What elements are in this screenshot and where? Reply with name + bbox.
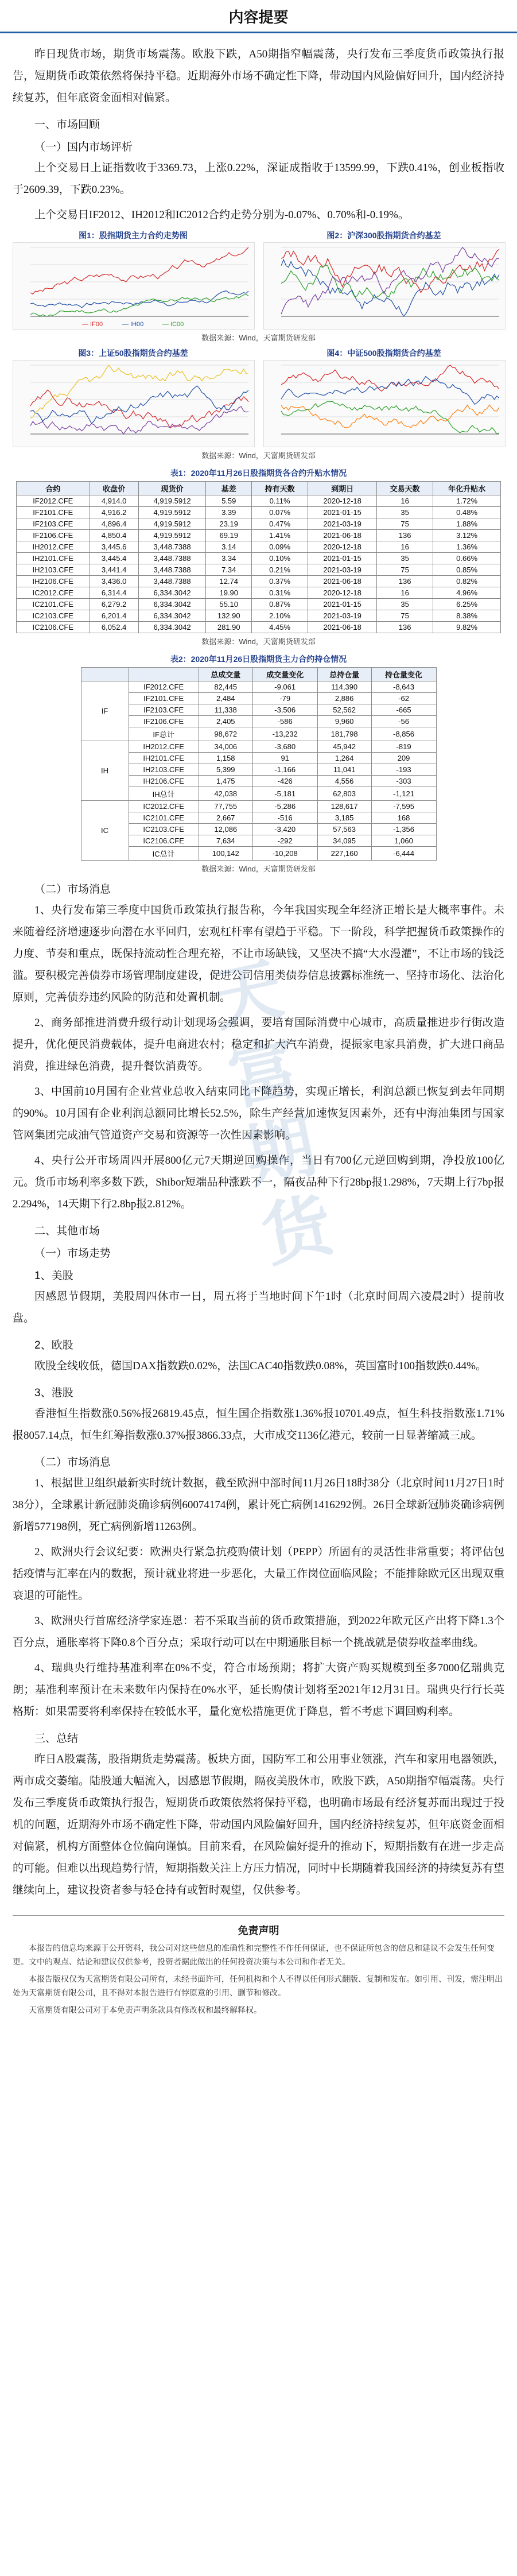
- table-cell: 0.09%: [252, 541, 308, 553]
- table-cell: -586: [252, 716, 317, 727]
- figure-row-1-source: 数据来源：Wind，天富期货研发部: [201, 334, 316, 342]
- table-cell: 3,448.7388: [138, 576, 206, 587]
- position-table-header-cell: 总成交量: [199, 668, 252, 681]
- basis-table-header-cell: 持有天数: [252, 482, 308, 495]
- table-cell: -7,595: [371, 801, 436, 812]
- table-cell: 4,919.5912: [138, 495, 206, 507]
- table-row: [17, 530, 501, 541]
- eu-market-paragraph: 欧股全线收低，德国DAX指数跌0.02%，法国CAC40指数跌0.08%，英国富时100指数跌0.44%。: [34, 1360, 487, 1372]
- news-paragraph-3: 3、中国前10月国有企业营业总收入结束同比下降趋势，实现正增长，利润总额已恢复到去年同期的90%。10月国有企业利润总额同比增长52.5%，除生产经营加速恢复因素外，还有中海油集团与国家管网集团完成油气管道资产交易和资源等一次性因素影响。: [13, 1086, 504, 1141]
- table-cell: IF2106.CFE: [17, 530, 90, 541]
- table-cell: 1,475: [199, 776, 252, 787]
- table-cell: 136: [377, 530, 433, 541]
- table-cell: -5,181: [252, 787, 317, 801]
- table-cell: 91: [252, 753, 317, 764]
- table-cell: 100,142: [199, 847, 252, 861]
- table-cell: 35: [377, 553, 433, 564]
- table-cell: 35: [377, 599, 433, 610]
- table-cell: IC2106.CFE: [17, 622, 90, 633]
- table-cell: 2,667: [199, 812, 252, 824]
- table-row: [81, 681, 436, 693]
- basis-table-header-cell: 现货价: [138, 482, 206, 495]
- figure-3-series-line: [30, 365, 248, 419]
- table-cell: 4.96%: [433, 587, 501, 599]
- position-table-header-cell: 持仓量变化: [371, 668, 436, 681]
- position-table-header-cell: 总持仓量: [317, 668, 371, 681]
- table-cell: 4,919.5912: [138, 507, 206, 518]
- table-cell: 52,562: [317, 704, 371, 716]
- table-cell: 69.19: [206, 530, 252, 541]
- table-cell: IH2106.CFE: [129, 776, 199, 787]
- table-cell: -1,121: [371, 787, 436, 801]
- table-cell: 3,448.7388: [138, 553, 206, 564]
- table-cell: 0.07%: [252, 507, 308, 518]
- table-cell: 5,399: [199, 764, 252, 776]
- figure-row-2-source: 数据来源：Wind，天富期货研发部: [201, 451, 316, 460]
- table-cell: -193: [371, 764, 436, 776]
- table-cell: 136: [377, 576, 433, 587]
- table-cell: 42,038: [199, 787, 252, 801]
- table-cell: -13,232: [252, 727, 317, 741]
- table-cell: 4,916.2: [90, 507, 138, 518]
- figure-4-title: 图4：中证500股指期货合约基差: [326, 348, 441, 358]
- table-cell: 2,405: [199, 716, 252, 727]
- table-cell: IF2101.CFE: [17, 507, 90, 518]
- table-cell: 2,886: [317, 693, 371, 704]
- table-cell: 5.59: [206, 495, 252, 507]
- table-cell: 1.88%: [433, 518, 501, 530]
- us-market-paragraph: 因感恩节假期，美股周四休市一日，周五将于当地时间下午1时（北京时间周六凌晨2时）提前收盘。: [13, 1291, 504, 1324]
- table-row: [81, 824, 436, 835]
- table-cell: 6,334.3042: [138, 622, 206, 633]
- figure-4-chart: [263, 360, 506, 447]
- table-cell: -516: [252, 812, 317, 824]
- table-cell: 75: [377, 518, 433, 530]
- table-row: [17, 576, 501, 587]
- news-paragraph-2: 2、商务部推进消费升级行动计划现场会强调，要培育国际消费中心城市，高质量推进步行街改造提升，优化便民消费载体，提升电商进农村；稳定和扩大汽车消费，提振家电家具消费，扩大进口商品消费，推进绿色消费，提升餐饮消费等。: [13, 1017, 504, 1072]
- table-row: [17, 610, 501, 622]
- table-cell: 0.37%: [252, 576, 308, 587]
- table-cell: 3,445.6: [90, 541, 138, 553]
- basis-table-header: [17, 482, 501, 495]
- news-paragraph-1: 1、央行发布第三季度中国货币政策执行报告称，今年我国实现全年经济正增长是大概率事件。未来随着经济增速逐步向潜在水平回归，宏观杠杆率有望趋于平稳。下一阶段，科学把握货币政策操作的力度、节奏和重点，既保持流动性合理充裕，不让市场缺钱，又坚决不搞“大水漫灌”，不让市场的钱泛滥。要积极完善债券市场管理制度建设，促进公司信用类债券信息披露标准统一、坚持市场化、法治化原则，完善债券违约风险的防范和处置机制。: [13, 904, 504, 1004]
- table-cell: 3.14: [206, 541, 252, 553]
- news-paragraph-4: 4、央行公开市场周四开展800亿元7天期逆回购操作，当日有700亿元逆回购到期，净投放100亿元。货币市场利率多数下跌，Shibor短端品种涨跌不一，隔夜品种下行28bp报1.298%，7天期上行7bp报2.294%，14天期下行2.8bp报2.812%。: [13, 1155, 504, 1210]
- table-row: [81, 835, 436, 847]
- table-cell: 11,041: [317, 764, 371, 776]
- table-cell: IC总计: [129, 847, 199, 861]
- position-table-header-cell: 成交量变化: [252, 668, 317, 681]
- table-cell: 6,334.3042: [138, 587, 206, 599]
- table-cell: -3,506: [252, 704, 317, 716]
- table-cell: 4,556: [317, 776, 371, 787]
- table-cell: 0.47%: [252, 518, 308, 530]
- subsection-trend-title: （一）市场走势: [34, 1248, 111, 1260]
- table-cell: 2021-06-18: [308, 622, 377, 633]
- table-cell: 9,960: [317, 716, 371, 727]
- table-row: [17, 507, 501, 518]
- table-cell: 114,390: [317, 681, 371, 693]
- table-cell: 136: [377, 622, 433, 633]
- table-row: [81, 693, 436, 704]
- table-cell: 16: [377, 495, 433, 507]
- section-3-title: 三、总结: [34, 1733, 79, 1745]
- table-cell: 3.34: [206, 553, 252, 564]
- table-cell: 0.82%: [433, 576, 501, 587]
- table-row: [17, 564, 501, 576]
- table-row: [17, 541, 501, 553]
- disclaimer: [13, 1915, 504, 2018]
- table-cell: 2021-03-19: [308, 610, 377, 622]
- table-cell: 181,798: [317, 727, 371, 741]
- table-cell: IC2012.CFE: [17, 587, 90, 599]
- table-row: [81, 847, 436, 861]
- table-row: [81, 812, 436, 824]
- table-cell: IF2012.CFE: [17, 495, 90, 507]
- position-table-header: [81, 668, 436, 681]
- figure-2-chart: [263, 242, 506, 330]
- table-cell: 4,896.4: [90, 518, 138, 530]
- table-cell: 2020-12-18: [308, 541, 377, 553]
- table-cell: 35: [377, 507, 433, 518]
- table-cell: 34,095: [317, 835, 371, 847]
- other-news-paragraph-3: 3、欧洲央行首席经济学家连恩：若不采取当前的货币政策措施，到2022年欧元区产出将下降1.3个百分点，通胀率将下降0.8个百分点；采取行动可以在中期通胀目标一个挑战就是债券收益率曲线。: [13, 1615, 504, 1649]
- table-row: [81, 716, 436, 727]
- us-market-title: 1、美股: [34, 1270, 73, 1282]
- table-cell: -56: [371, 716, 436, 727]
- table-cell: 209: [371, 753, 436, 764]
- table-cell: -3,680: [252, 741, 317, 753]
- table-cell: 132.90: [206, 610, 252, 622]
- table-cell: 7.34: [206, 564, 252, 576]
- basis-table-header-cell: 年化升贴水: [433, 482, 501, 495]
- subsection-domestic-title: （一）国内市场评析: [34, 141, 133, 153]
- figure-2-title: 图2：沪深300股指期货合约基差: [326, 231, 441, 240]
- subsection-other-news-title: （二）市场消息: [34, 1456, 111, 1469]
- table-cell: IC2101.CFE: [17, 599, 90, 610]
- page-title: 内容提要: [0, 0, 517, 33]
- figure-2-series-line: [281, 259, 499, 316]
- table-cell: IF2012.CFE: [129, 681, 199, 693]
- table-cell: -426: [252, 776, 317, 787]
- disclaimer-paragraph-1: 本报告的信息均来源于公开资料，我公司对这些信息的准确性和完整性不作任何保证，也不保证所包含的信息和建议不会发生任何变更。文中的观点、结论和建议仅供参考，投资者据此做出的任何投资决策与本公司和作者无关。: [13, 1944, 495, 1967]
- table-cell: 12.74: [206, 576, 252, 587]
- table-cell: -1,356: [371, 824, 436, 835]
- table-cell: -665: [371, 704, 436, 716]
- basis-table: [16, 481, 501, 633]
- table-cell: 0.21%: [252, 564, 308, 576]
- table-cell: IH2103.CFE: [129, 764, 199, 776]
- table-1-title: 表1：2020年11月26日股指期货各合约升贴水情况: [170, 468, 347, 478]
- table-row: [17, 587, 501, 599]
- table-cell: 0.48%: [433, 507, 501, 518]
- table-cell: 0.11%: [252, 495, 308, 507]
- table-cell: 2021-01-15: [308, 553, 377, 564]
- table-cell: 82,445: [199, 681, 252, 693]
- table-cell: IC2012.CFE: [129, 801, 199, 812]
- figure-1-series-line: [30, 247, 248, 294]
- figure-1-legend-item: — IC00: [162, 321, 184, 328]
- figure-3: [13, 347, 254, 447]
- table-cell: 23.19: [206, 518, 252, 530]
- table-cell: 4.45%: [252, 622, 308, 633]
- table-cell: 2021-01-15: [308, 599, 377, 610]
- table-2-source: 数据来源：Wind，天富期货研发部: [201, 865, 316, 873]
- table-cell: IH2101.CFE: [129, 753, 199, 764]
- table-cell: -9,061: [252, 681, 317, 693]
- subsection-news-title: （二）市场消息: [34, 884, 111, 896]
- table-cell: 2021-06-18: [308, 576, 377, 587]
- table-cell: 75: [377, 610, 433, 622]
- table-cell: IC2103.CFE: [129, 824, 199, 835]
- table-cell: 4,919.5912: [138, 530, 206, 541]
- table-cell: 16: [377, 587, 433, 599]
- table-cell: 0.87%: [252, 599, 308, 610]
- table-cell: 19.90: [206, 587, 252, 599]
- table-row: [81, 787, 436, 801]
- position-table-header-cell: [129, 668, 199, 681]
- hk-market-title: 3、港股: [34, 1387, 73, 1399]
- table-row: [17, 599, 501, 610]
- section-1-title: 一、市场回顾: [34, 119, 100, 131]
- table-cell: IH2012.CFE: [129, 741, 199, 753]
- table-cell: 6,201.4: [90, 610, 138, 622]
- table-cell: 6,334.3042: [138, 599, 206, 610]
- table-cell: IF总计: [129, 727, 199, 741]
- table-cell: IF2103.CFE: [129, 704, 199, 716]
- table-cell: -1,166: [252, 764, 317, 776]
- table-cell: 1,158: [199, 753, 252, 764]
- table-cell: IH2106.CFE: [17, 576, 90, 587]
- table-cell: 2,484: [199, 693, 252, 704]
- table-cell: 2020-12-18: [308, 587, 377, 599]
- basis-table-body: [17, 495, 501, 633]
- table-cell: -10,208: [252, 847, 317, 861]
- table-cell: 16: [377, 541, 433, 553]
- table-cell: 1,060: [371, 835, 436, 847]
- position-table-body: [81, 681, 436, 861]
- table-cell: 1.72%: [433, 495, 501, 507]
- table-cell: IH总计: [129, 787, 199, 801]
- table-cell: -292: [252, 835, 317, 847]
- table-cell: IF2101.CFE: [129, 693, 199, 704]
- hk-market-paragraph: 香港恒生指数涨0.56%报26819.45点，恒生国企指数涨1.36%报10701.49点，恒生科技指数涨1.71%报8057.14点，恒生红筹指数涨0.37%报3866.33点，大市成交1136亿港元，较前一日显著缩减三成。: [13, 1408, 504, 1442]
- table-2-title: 表2：2020年11月26日股指期货主力合约持仓情况: [170, 654, 347, 664]
- basis-table-header-cell: 收盘价: [90, 482, 138, 495]
- table-cell: 0.66%: [433, 553, 501, 564]
- figure-1: [13, 230, 254, 330]
- table-row: [81, 801, 436, 812]
- table-cell: 98,672: [199, 727, 252, 741]
- figure-3-series-line: [30, 390, 248, 428]
- table-cell: 2021-01-15: [308, 507, 377, 518]
- group-cell: IH: [81, 741, 129, 801]
- basis-table-header-cell: 合约: [17, 482, 90, 495]
- table-cell: 3,445.4: [90, 553, 138, 564]
- index-review-paragraph: 上个交易日上证指数收于3369.73，上涨0.22%，深证成指收于13599.99，下跌0.41%，创业板指收于2609.39，下跌0.23%。: [13, 162, 504, 196]
- figure-3-chart: [13, 360, 255, 447]
- table-row: [81, 776, 436, 787]
- table-cell: 2020-12-18: [308, 495, 377, 507]
- table-row: [81, 741, 436, 753]
- table-cell: 11,338: [199, 704, 252, 716]
- table-cell: IC2101.CFE: [129, 812, 199, 824]
- table-cell: 4,919.5912: [138, 518, 206, 530]
- table-cell: 6,052.4: [90, 622, 138, 633]
- position-table-header-cell: [81, 668, 129, 681]
- table-cell: 6,334.3042: [138, 610, 206, 622]
- table-cell: 3.12%: [433, 530, 501, 541]
- position-table: [81, 667, 437, 861]
- table-cell: 7,634: [199, 835, 252, 847]
- basis-table-header-cell: 交易天数: [377, 482, 433, 495]
- table-cell: 168: [371, 812, 436, 824]
- table-cell: -6,444: [371, 847, 436, 861]
- table-cell: 3,185: [317, 812, 371, 824]
- figure-4: [263, 347, 504, 447]
- table-cell: 3,448.7388: [138, 564, 206, 576]
- figure-4-series-line: [281, 377, 499, 405]
- table-cell: IH2101.CFE: [17, 553, 90, 564]
- table-cell: 55.10: [206, 599, 252, 610]
- table-cell: 1.41%: [252, 530, 308, 541]
- table-cell: 3,448.7388: [138, 541, 206, 553]
- table-cell: 77,755: [199, 801, 252, 812]
- table-cell: -303: [371, 776, 436, 787]
- table-cell: IF2103.CFE: [17, 518, 90, 530]
- table-cell: 2021-06-18: [308, 530, 377, 541]
- table-cell: IC2106.CFE: [129, 835, 199, 847]
- table-row: [17, 553, 501, 564]
- section-2-title: 二、其他市场: [34, 1225, 100, 1237]
- table-cell: 6,279.2: [90, 599, 138, 610]
- table-cell: -62: [371, 693, 436, 704]
- table-cell: 3.39: [206, 507, 252, 518]
- table-cell: 34,006: [199, 741, 252, 753]
- table-cell: -8,643: [371, 681, 436, 693]
- company-watermark: 天富期货: [205, 950, 339, 1276]
- other-news-paragraph-4: 4、瑞典央行维持基准利率在0%不变，符合市场预期；将扩大资产购买规模到至多7000亿瑞典克朗；基准利率预计在未来数年内保持在0%水平，延长购债计划将至2021年12月31日。瑞典央行行长英格斯：如果需要将利率保持在较低水平，量化宽松措施更优于降息，暂不考虑下调回购利率。: [13, 1662, 504, 1718]
- table-cell: 0.31%: [252, 587, 308, 599]
- table-cell: IC2103.CFE: [17, 610, 90, 622]
- table-cell: 4,850.4: [90, 530, 138, 541]
- table-cell: 6,314.4: [90, 587, 138, 599]
- table-cell: 0.10%: [252, 553, 308, 564]
- group-cell: IC: [81, 801, 129, 861]
- table-cell: 1,264: [317, 753, 371, 764]
- other-news-paragraph-2: 2、欧洲央行会议纪要：欧洲央行紧急抗疫购债计划（PEPP）所固有的灵活性非常重要；将评估包括疫情与汇率在内的数据，预计就业将进一步恶化，大量工作岗位面临风险；不能排除欧元区出现双重衰退的可能性。: [13, 1546, 504, 1602]
- table-cell: 281.90: [206, 622, 252, 633]
- table-row: [81, 753, 436, 764]
- table-cell: 128,617: [317, 801, 371, 812]
- table-cell: 2.10%: [252, 610, 308, 622]
- figure-1-title: 图1：股指期货主力合约走势图: [79, 231, 188, 240]
- figure-1-legend-item: — IF00: [82, 321, 103, 328]
- table-cell: -5,286: [252, 801, 317, 812]
- figure-2: [263, 230, 504, 330]
- table-cell: 9.82%: [433, 622, 501, 633]
- table-cell: 75: [377, 564, 433, 576]
- table-cell: 0.85%: [433, 564, 501, 576]
- table-cell: 1.36%: [433, 541, 501, 553]
- table-cell: 227,160: [317, 847, 371, 861]
- group-cell: IF: [81, 681, 129, 741]
- table-1-source: 数据来源：Wind，天富期货研发部: [201, 637, 316, 646]
- table-cell: -8,856: [371, 727, 436, 741]
- figure-1-legend-item: — IH00: [122, 321, 144, 328]
- futures-review-paragraph: 上个交易日IF2012、IH2012和IC2012合约走势分别为-0.07%、0.70%和-0.19%。: [34, 209, 409, 221]
- disclaimer-paragraph-2: 本报告版权仅为天富期货有限公司所有，未经书面许可，任何机构和个人不得以任何形式翻版、复制和发布。如引用、刊发，需注明出处为天富期货有限公司，且不得对本报告进行有悖原意的引用、删节和修改。: [13, 1975, 503, 1998]
- conclusion-paragraph: 昨日A股震荡，股指期货走势震荡。板块方面，国防军工和公用事业领涨，汽车和家用电器领跌，两市成交萎缩。陆股通大幅流入，因感恩节假期，隔夜美股休市，欧股下跌，A50期指窄幅震荡。央行发布三季度货币政策执行报告，短期货币政策依然将保持平稳，也明确市场最有经济复苏而出现过于投机的问题，近期海外市场不确定性下降，带动国内风险偏好回升，国内经济持续复苏，但年底资金面相对偏紧，机构方面整体仓位偏向谨慎。目前来看，在风险偏好提升的推动下，短期指数有在进一步走高的可能。但难以出现趋势行情，短期指数关注上方压力情况，同时中长期随着我国经济的持续复苏有望继续向上，建议投资者参与轻仓持有或暂时观望，仅供参考。: [13, 1753, 504, 1896]
- table-cell: -79: [252, 693, 317, 704]
- table-cell: 2021-03-19: [308, 518, 377, 530]
- table-cell: 57,563: [317, 824, 371, 835]
- figure-4-series-line: [281, 365, 499, 391]
- table-cell: -819: [371, 741, 436, 753]
- table-cell: 62,803: [317, 787, 371, 801]
- table-cell: IH2012.CFE: [17, 541, 90, 553]
- table-cell: 4,914.0: [90, 495, 138, 507]
- table-cell: 3,441.4: [90, 564, 138, 576]
- disclaimer-title: 免责声明: [238, 1925, 279, 1936]
- table-row: [17, 495, 501, 507]
- basis-table-header-cell: 基差: [206, 482, 252, 495]
- table-cell: 12,086: [199, 824, 252, 835]
- table-row: [17, 518, 501, 530]
- table-cell: 6.25%: [433, 599, 501, 610]
- table-row: [81, 764, 436, 776]
- table-cell: 45,942: [317, 741, 371, 753]
- figure-1-series-line: [30, 295, 248, 316]
- table-row: [81, 704, 436, 716]
- figure-3-title: 图3：上证50股指期货合约基差: [78, 348, 188, 358]
- other-news-paragraph-1: 1、根据世卫组织最新实时统计数据，截至欧洲中部时间11月26日18时38分（北京时间11月27日1时38分），全球累计新冠肺炎确诊病例60074174例，累计死亡病例1416292例。26日全球新冠肺炎确诊病例新增577198例，死亡病例新增11263例。: [13, 1477, 504, 1533]
- figure-row-2: [13, 347, 504, 447]
- summary-paragraph: 昨日现货市场，期货市场震荡。欧股下跌，A50期指窄幅震荡，央行发布三季度货币政策执行报告，短期货币政策依然将保持平稳。近期海外市场不确定性下降，带动国内风险偏好回升，国内经济持续复苏，但年底资金面相对偏紧。: [13, 48, 504, 104]
- table-cell: IH2103.CFE: [17, 564, 90, 576]
- table-cell: 3,436.0: [90, 576, 138, 587]
- figure-row-1: [13, 230, 504, 330]
- table-cell: 8.38%: [433, 610, 501, 622]
- figure-2-series-line: [281, 249, 499, 293]
- table-cell: IF2106.CFE: [129, 716, 199, 727]
- table-cell: -3,420: [252, 824, 317, 835]
- table-cell: 2021-03-19: [308, 564, 377, 576]
- table-row: [81, 727, 436, 741]
- table-row: [17, 622, 501, 633]
- basis-table-header-cell: 到期日: [308, 482, 377, 495]
- disclaimer-paragraph-3: 天富期货有限公司对于本免责声明条款具有修改权和最终解释权。: [29, 2006, 262, 2015]
- figure-1-chart: [13, 242, 255, 330]
- eu-market-title: 2、欧股: [34, 1339, 73, 1351]
